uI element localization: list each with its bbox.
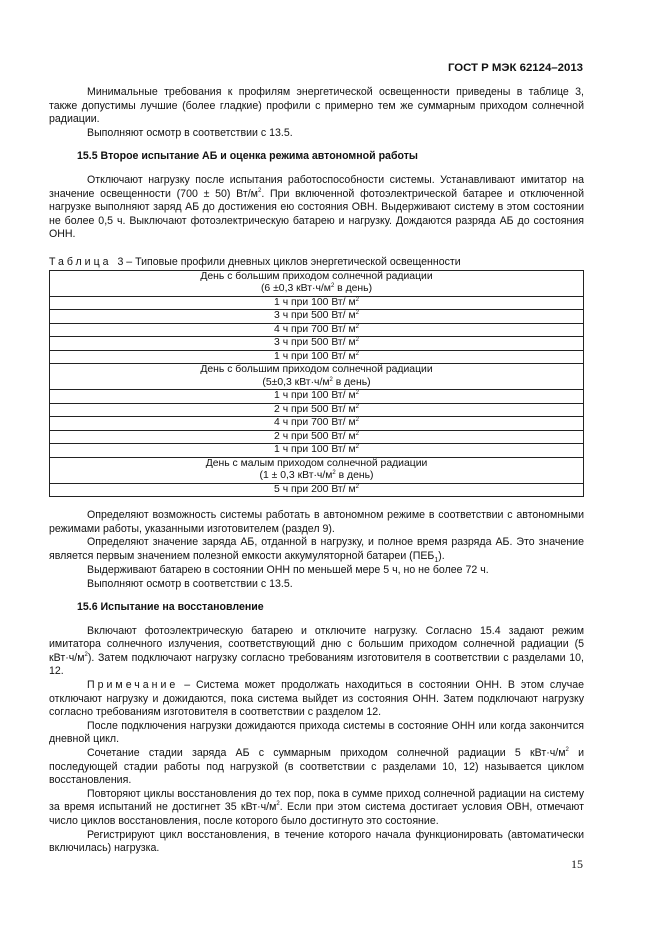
table-row: 5 ч при 200 Вт/ $м^2$ [50, 483, 584, 497]
paragraph: Сочетание стадии заряда АБ с суммарным приходом солнечной радиации 5 $кВт\cdot ч/м^2$ и последующей стадии работы под нагрузкой (в соответствии с разделами 10, 12) называется циклом восстановления. [49, 747, 584, 787]
section-heading: 15.6 Испытание на восстановление [77, 601, 264, 614]
irradiance-profile-table [49, 270, 584, 498]
paragraph: Выдерживают батарею в состоянии ОНН по меньшей мере 5 ч, но не более 72 ч. [87, 563, 489, 576]
table-row: 2 ч при 500 Вт/ $м^2$ [50, 430, 584, 444]
paragraph: Минимальные требования к профилям энергетической освещенности приведены в таблице 3, также допустимы лучшие (более гладкие) профили с примерно тем же суммарным приходом солнечной радиации. [49, 86, 584, 126]
table-row: 2 ч при 500 Вт/ $м^2$ [50, 403, 584, 417]
paragraph: Повторяют циклы восстановления до тех пор, пока в сумме приход солнечной радиации на систему за время испытаний не достигнет 35 $кВт\cdot ч/м^2$. Если при этом система достигает условия ОВН, отмечают число циклов восстановления, после которого было достигнуто это состояние. [49, 787, 584, 828]
paragraph: Регистрируют цикл восстановления, в течение которого начала функционировать (автоматически включилась) нагрузка. [49, 828, 584, 855]
note: Примечание – Система может продолжать находиться в состоянии ОНН. В этом случае отключают нагрузку и дожидаются, пока система выйдет из состояния ОНН. Затем подключают нагрузку согласно требованиям изготовителя в соответствии с разделом 12. [49, 679, 584, 719]
paragraph: Выполняют осмотр в соответствии с 13.5. [87, 126, 293, 139]
table-row: 1 ч при 100 Вт/ $м^2$ [50, 390, 584, 404]
paragraph: Отключают нагрузку после испытания работоспособности системы. Устанавливают имитатор на значение освещенности (700 ± 50) $Вт/м^2$. При включенной фотоэлектрической батарее и отключенной нагрузке выполняют заряд АБ до достижения ею состояния ОВН. Выдерживают систему в этом состоянии не более 0,5 ч. Выключают фотоэлектрическую батарею и нагрузку. Дождаются разряда АБ до состояния ОНН. [49, 173, 584, 241]
paragraph: Определяют значение заряда АБ, отданной в нагрузку, и полное время разряда АБ. Это значение является первым значением полезной емкости аккумуляторной батареи $(ПЕБ_1)$. [49, 536, 584, 564]
paragraph: Включают фотоэлектрическую батарею и отключите нагрузку. Согласно 15.4 задают режим имитатора солнечного излучения, соответствующий дню с большим приходом солнечной радиации (5 $кВт\cdot ч/м^2$). Затем подключают нагрузку согласно требованиям изготовителя в соответствии с разделами 10, 12. [49, 624, 584, 678]
paragraph: Выполняют осмотр в соответствии с 13.5. [87, 577, 293, 590]
table-row: 4 ч при 700 Вт/ $м^2$ [50, 417, 584, 431]
table-row: 1 ч при 100 Вт/ $м^2$ [50, 296, 584, 310]
table-group-header: День с большим приходом солнечной радиации (6 ±0,3 $кВт\cdot ч/м^2$ в день) [50, 270, 584, 296]
table-group-header: День с большим приходом солнечной радиации (5±0,3 $кВт\cdot ч/м^2$ в день) [50, 364, 584, 390]
page-number: 15 [571, 857, 583, 871]
table-group-header: День с малым приходом солнечной радиации (1 ± 0,3 $кВт\cdot ч/м^2$ в день) [50, 457, 584, 483]
paragraph: После подключения нагрузки дожидаются прихода системы в состояние ОНН или когда закончится дневной цикл. [49, 719, 584, 746]
page-content [49, 86, 584, 856]
table-row: 4 ч при 700 Вт/ $м^2$ [50, 323, 584, 337]
table-row: 3 ч при 500 Вт/ $м^2$ [50, 337, 584, 351]
paragraph: Определяют возможность системы работать в автономном режиме в соответствии с автономными режимами работы, указанными изготовителем (раздел 9). [49, 509, 584, 535]
table-row: 3 ч при 500 Вт/ $м^2$ [50, 310, 584, 324]
section-heading: 15.5 Второе испытание АБ и оценка режима автономной работы [77, 150, 418, 163]
document-header: ГОСТ Р МЭК 62124–2013 [447, 62, 583, 74]
table-row: 1 ч при 100 Вт/ $м^2$ [50, 444, 584, 458]
table-caption: Таблица 3 – Типовые профили дневных циклов энергетической освещенности [49, 255, 461, 268]
table-row: 1 ч при 100 Вт/ $м^2$ [50, 350, 584, 364]
